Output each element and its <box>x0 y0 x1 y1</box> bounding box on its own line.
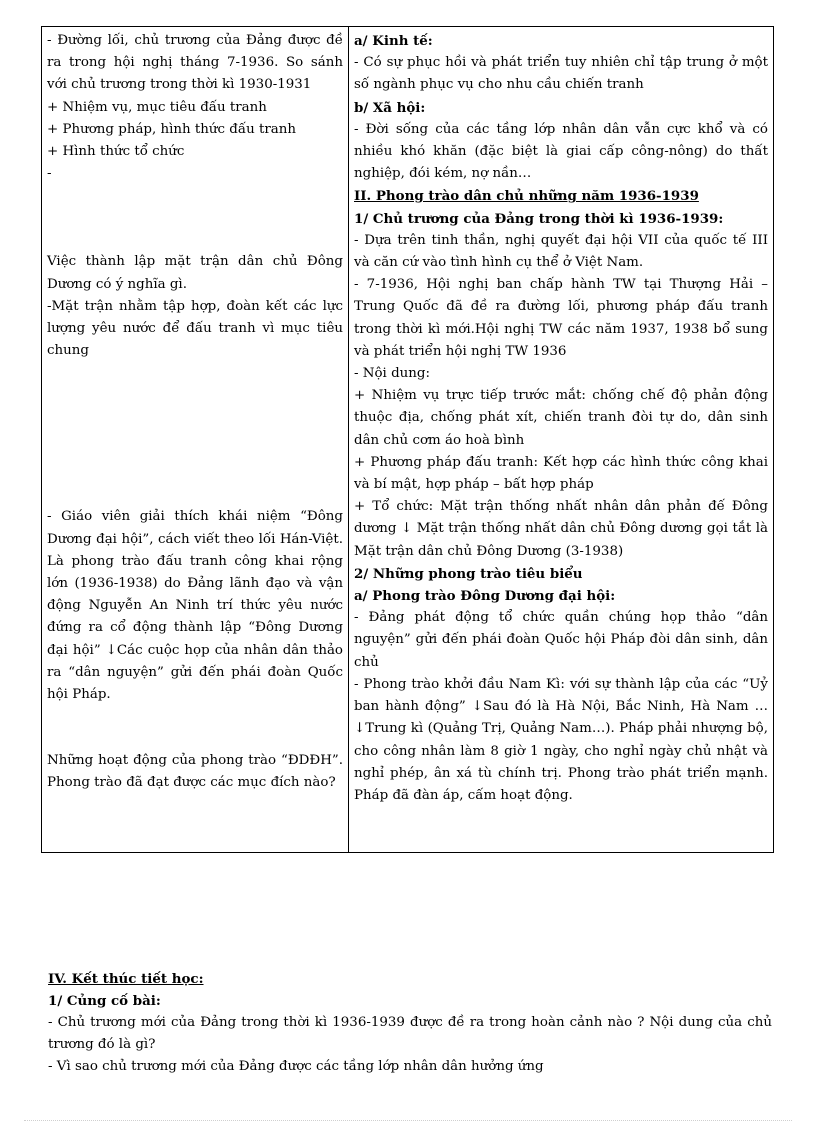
movements-heading: 2/ Những phong trào tiêu biểu <box>354 565 583 582</box>
page-bottom-divider <box>24 1120 792 1121</box>
policy-item: - 7-1936, Hội nghị ban chấp hành TW tại Thượng Hải – Trung Quốc đã đề ra đường lối, phương pháp đấu tranh trong thời kì mới.Hội nghị TW các năm 1937, 1938 bổ sung và phát triển hội nghị TW 1936 <box>354 277 768 359</box>
spacer <box>47 185 343 251</box>
left-answer: -Mặt trận nhằm tập hợp, đoàn kết các lực lượng yêu nước để đấu tranh vì mục tiêu chung <box>47 298 343 359</box>
left-list-item: + Hình thức tổ chức <box>47 144 185 160</box>
conclusion-heading: IV. Kết thúc tiết học: <box>48 971 204 987</box>
policy-item: - Nội dung: <box>354 366 431 382</box>
society-heading: b/ Xã hội: <box>354 99 426 116</box>
review-question: - Chủ trương mới của Đảng trong thời kì 1936-1939 được đề ra trong hoàn cảnh nào ? Nội dung của chủ trương đó là gì? <box>48 1015 772 1052</box>
dd-heading: a/ Phong trào Đông Dương đại hội: <box>354 588 616 605</box>
left-paragraph: - Đường lối, chủ trương của Đảng được đề ra trong hội nghị tháng 7-1936. So sánh với chủ trương trong thời kì 1930-1931 <box>47 33 343 93</box>
econ-heading: a/ Kinh tế: <box>354 33 433 49</box>
policy-item: + Tổ chức: Mặt trận thống nhất nhân dân phản đế Đông dương ↓ Mặt trận thống nhất dân chủ Đông dương gọi tắt là Mặt trận dân chủ Đông Dương (3-1938) <box>354 499 768 559</box>
left-dash: - <box>47 166 52 182</box>
society-text: - Đời sống của các tầng lớp nhân dân vẫn cực khổ và có nhiều khó khăn (đặc biệt là giai cấp công-nông) do thất nghiệp, đói kém, nợ nần… <box>354 121 768 182</box>
dd-item: - Đảng phát động tổ chức quần chúng họp thảo “dân nguyện” gửi đến phái đoàn Quốc hội Pháp đòi dân sinh, dân chủ <box>354 610 768 670</box>
left-list-item: + Phương pháp, hình thức đấu tranh <box>47 121 296 137</box>
left-question: Việc thành lập mặt trận dân chủ Đông Dương có ý nghĩa gì. <box>47 254 343 292</box>
content-column <box>349 27 774 853</box>
lesson-table <box>41 26 774 853</box>
spacer <box>47 706 343 750</box>
policy-item: + Phương pháp đấu tranh: Kết hợp các hình thức công khai và bí mật, hợp pháp – bất hợp pháp <box>354 454 768 493</box>
left-list-item: + Nhiệm vụ, mục tiêu đấu tranh <box>47 99 267 115</box>
teacher-activity-column <box>42 27 349 853</box>
dd-item: - Phong trào khởi đầu Nam Kì: với sự thành lập của các “Uỷ ban hành động” ↓Sau đó là Hà Nội, Bắc Ninh, Hà Nam … ↓Trung kì (Quảng Trị, Quảng Nam…). Pháp phải nhượng bộ, cho công nhân làm 8 giờ 1 ngày, cho nghỉ ngày chủ nhật và nghỉ phép, ân xá tù chính trị. Phong trào phát triển mạnh. Pháp đã đàn áp, cấm hoạt động. <box>354 676 768 803</box>
policy-item: - Dựa trên tinh thần, nghị quyết đại hội VII của quốc tế III và căn cứ vào tình hình cụ thể ở Việt Nam. <box>354 232 768 271</box>
policy-item: + Nhiệm vụ trực tiếp trước mắt: chống chế độ phản động thuộc địa, chống phát xít, chiến tranh đòi tự do, dân sinh dân chủ cơm áo hoà bình <box>354 388 768 448</box>
left-question: Những hoạt động của phong trào “ĐDĐH”. Phong trào đã đạt được các mục đích nào? <box>47 753 343 791</box>
review-question: - Vì sao chủ trương mới của Đảng được các tầng lớp nhân dân hưởng ứng <box>48 1059 544 1074</box>
table-row <box>42 27 774 853</box>
lesson-conclusion <box>48 968 772 1078</box>
section-heading: II. Phong trào dân chủ những năm 1936-1939 <box>354 188 699 205</box>
econ-text: - Có sự phục hồi và phát triển tuy nhiên chỉ tập trung ở một số ngành phục vụ cho nhu cầu chiến tranh <box>354 55 768 93</box>
left-explanation: - Giáo viên giải thích khái niệm “Đông Dương đại hội”, cách viết theo lối Hán-Việt. Là phong trào đấu tranh công khai rộng lớn (1936-1938) do Đảng lãnh đạo và vận động Nguyễn An Ninh trí thức yêu nước đứng ra cổ động thành lập “Đông Dương đại hội” ↓Các cuộc họp của nhân dân thảo ra “dân nguyện” gửi đến phái đoàn Quốc hội Pháp. <box>47 509 343 703</box>
spacer <box>47 362 343 506</box>
policy-heading: 1/ Chủ trương của Đảng trong thời kì 1936-1939: <box>354 210 724 227</box>
review-heading: 1/ Củng cố bài: <box>48 993 161 1009</box>
